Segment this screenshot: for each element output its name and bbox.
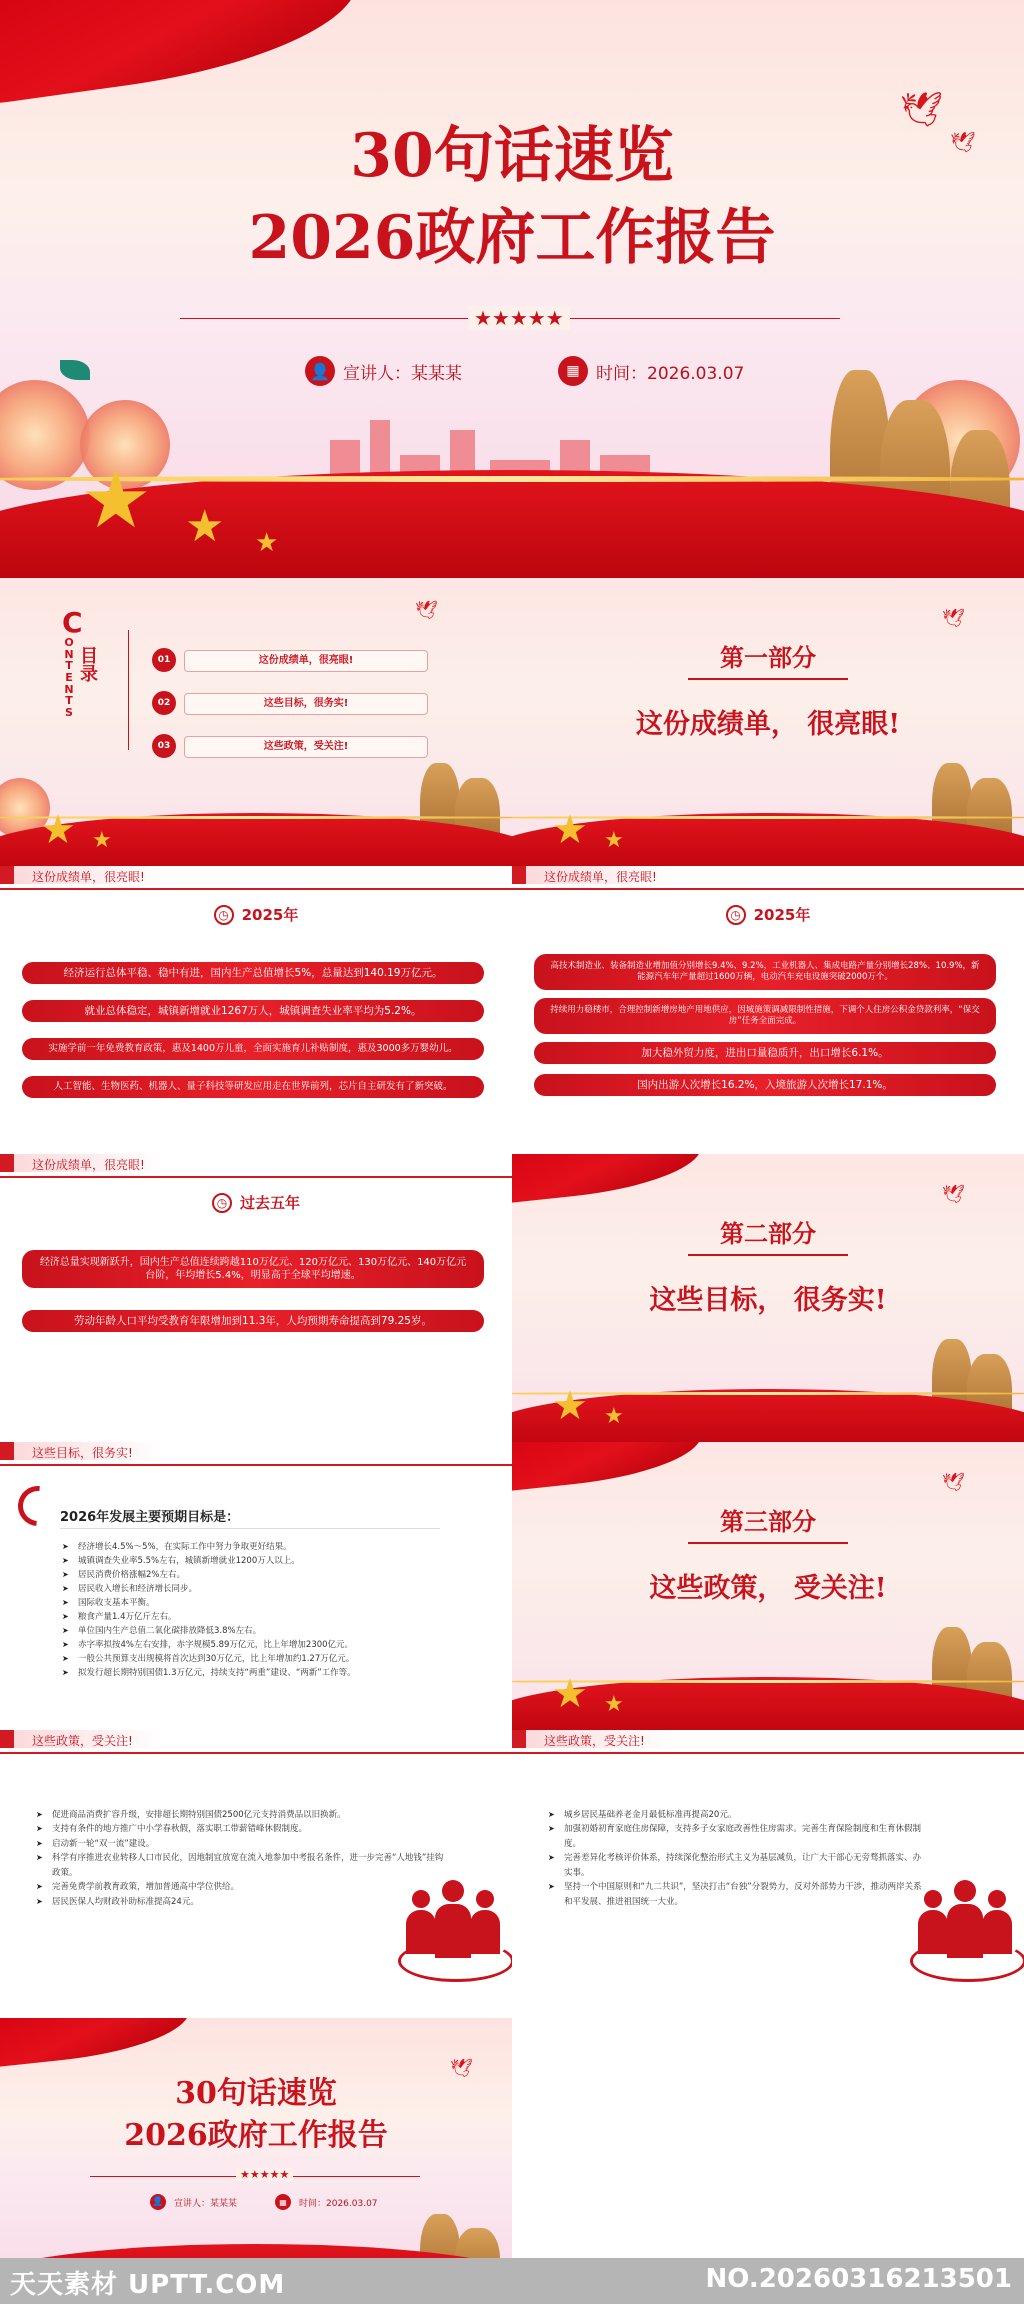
section-slide-part2 [512,1154,1024,1442]
person-head [412,1890,430,1908]
section-slide-part1 [512,578,1024,866]
list-item: ➤ 粮食产量1.4万亿斤左右。 [62,1610,482,1624]
item-number-badge: 01 [152,648,176,672]
divider-stars: ★★★★★ [468,306,570,330]
time-line [558,356,744,386]
red-wave [0,470,1024,578]
targets-heading: 2026年发展主要预期目标是： [60,1510,240,1525]
time-line [275,2194,378,2210]
en-letter: E [65,671,73,685]
list-item: ➤ 国际收支基本平衡。 [62,1596,482,1610]
people-group-icon [398,1870,508,1980]
red-flag-decoration [0,2018,193,2069]
part-label: 第一部分 [720,643,816,672]
person-icon: 👤 [305,356,335,386]
list-item: ➤ 城镇调查失业率5.5%左右，城镇新增就业1200万人以上。 [62,1554,482,1568]
cover-title-line2: 2026政府工作报告 [248,203,776,273]
part-title: 这些政策， 受关注! [649,1573,887,1604]
year-heading [0,1192,512,1213]
watermark-left: 天天素材 UPTT.COM [10,2270,286,2300]
list-item: ➤ 经济增长4.5%～5%，在实际工作中努力争取更好结果。 [62,1540,482,1554]
policies-slide-b [512,1730,1024,2018]
dove-icon: 🕊 [900,90,944,130]
achievement-pill: 持续用力稳楼市，合理控制新增房地产用地供应，因城施策调减限制性措施，下调个人住房公积金贷款利率，“保交房”任务全面完成。 [534,998,996,1034]
gold-ribbon [0,476,1024,482]
person-icon: 👤 [150,2194,166,2210]
year-text: 2025年 [241,906,299,924]
speaker-text: 宣讲人：某某某 [174,2198,238,2209]
list-item: ➤ 单位国内生产总值二氧化碳排放降低3.8%左右。 [62,1624,482,1638]
dove-icon: 🕊 [942,608,965,629]
person-head [954,1880,976,1902]
cover-slide [0,0,1024,578]
targets-list [62,1540,482,1680]
achievements-2025-slide-b [512,866,1024,1155]
part-rule [688,1254,848,1256]
dove-icon: 🕊 [415,600,438,621]
list-item: ➤ 拟发行超长期特别国债1.3万亿元，持续支持“两重”建设、“两新”工作等。 [62,1666,482,1680]
gold-star: ★ [40,807,76,853]
dove-icon: 🕊 [942,1472,965,1493]
list-item: ➤ 居民医保人均财政补助标准提高24元。 [36,1895,446,1909]
targets-underline [60,1528,440,1529]
list-item: ➤ 居民收入增长和经济增长同步。 [62,1582,482,1596]
time-text: 时间：2026.03.07 [299,2198,378,2209]
section-slide-part3 [512,1442,1024,1730]
header-text: 这份成绩单，很亮眼! [32,1158,145,1172]
person-head [442,1880,464,1902]
people-group-icon [910,1870,1020,1980]
en-letter: S [65,705,73,719]
header-text: 这份成绩单，很亮眼! [32,870,145,884]
person-head [988,1890,1006,1908]
dove-icon: 🕊 [450,2058,473,2079]
watermark-right: NO.20260316213501 [705,2264,1012,2294]
contents-title: 目录 [77,646,98,682]
year-heading [0,904,512,925]
contents-item-3[interactable] [152,734,428,758]
ring-arc [910,1940,1024,1982]
gold-star: ★ [604,828,624,853]
clock-icon: ◷ [214,905,234,925]
calendar-icon: ▦ [275,2194,291,2210]
gold-ribbon [512,1392,1024,1395]
achievement-pill: 高技术制造业、装备制造业增加值分别增长9.4%、9.2%，工业机器人、集成电路产量分别增长28%、10.9%，新能源汽车年产量超过1600万辆，电动汽车充电设施突破2000万个。 [534,954,996,990]
gold-star: ★ [80,453,152,546]
list-item: ➤ 加强初婚初育家庭住房保障，支持多子女家庭改善性住房需求。完善生育保险制度和生育休假制度。 [548,1822,928,1851]
policy-list [36,1808,446,1909]
achievement-pill: 劳动年龄人口平均受教育年限增加到11.3年，人均预期寿命提高到79.25岁。 [22,1310,484,1332]
year-text: 过去五年 [239,1194,300,1212]
list-item: ➤ 城乡居民基础养老金月最低标准再提高20元。 [548,1808,928,1822]
gold-star: ★ [552,1383,588,1429]
closing-title-line1: 30句话速览 [175,2076,337,2111]
curved-arrow-icon [10,1478,66,1534]
gold-ribbon [0,816,512,819]
list-item: ➤ 科学有序推进农业转移人口市民化，因地制宜放宽在流入地参加中考报名条件，进一步完善“人地钱”挂钩政策。 [36,1851,446,1880]
part-title: 这份成绩单， 很亮眼! [635,709,901,740]
en-letter: T [65,694,73,708]
year-text: 2025年 [753,906,811,924]
list-item: ➤ 启动新一轮“双一流”建设。 [36,1837,446,1851]
contents-item-label: 这份成绩单，很亮眼! [184,650,428,672]
gold-star: ★ [604,1404,624,1429]
header-text: 这份成绩单，很亮眼! [544,870,657,884]
en-letter: N [64,682,74,696]
list-item: ➤ 一般公共预算支出规模将首次达到30万亿元，比上年增加约1.27万亿元。 [62,1652,482,1666]
achievement-pill: 经济总量实现新跃升，国内生产总值连续跨越110万亿元、120万亿元、130万亿元、140万亿元台阶，年均增长5.4%，明显高于全球平均增速。 [22,1250,484,1288]
achievement-pill: 经济运行总体平稳、稳中有进，国内生产总值增长5%，总量达到140.19万亿元。 [22,962,484,984]
achievement-pill: 就业总体稳定，城镇新增就业1267万人，城镇调查失业率平均为5.2%。 [22,1000,484,1022]
ring-arc [398,1940,512,1982]
list-item: ➤ 赤字率拟按4%左右安排，赤字规模5.89万亿元，比上年增加2300亿元。 [62,1638,482,1652]
list-item: ➤ 促进商品消费扩容升级，安排超长期特别国债2500亿元支持消费品以旧换新。 [36,1808,446,1822]
targets-slide [0,1442,512,1730]
policies-slide-a [0,1730,512,2018]
speaker-line [150,2194,237,2210]
red-flag-decoration [512,1442,705,1493]
gold-star: ★ [255,528,279,558]
peony-decoration [0,380,90,490]
en-letter: O [64,636,74,650]
contents-item-1[interactable] [152,648,428,672]
part-label: 第三部分 [720,1507,816,1536]
speaker-text: 宣讲人：某某某 [343,363,462,384]
calendar-icon: ▦ [558,356,588,386]
list-item: ➤ 完善免费学前教育政策，增加普通高中学位供给。 [36,1880,446,1894]
gold-ribbon [512,816,1024,819]
divider-stars: ★★★★★ [236,2168,293,2181]
watermark-bar [0,2258,1024,2304]
speaker-line [305,356,462,386]
header-text: 这些目标，很务实! [32,1446,133,1460]
dove-icon: 🕊 [942,1184,965,1205]
clock-icon: ◷ [726,905,746,925]
clock-icon: ◷ [212,1193,232,1213]
en-letter: T [65,659,73,673]
part-title: 这些目标， 很务实! [649,1285,887,1316]
red-flag-decoration [512,1154,705,1205]
achievement-pill: 实施学前一年免费教育政策，惠及1400万儿童，全面实施育儿补贴制度，惠及3000多万婴幼儿。 [22,1038,484,1060]
part-rule [688,678,848,680]
header-text: 这些政策，受关注! [32,1734,133,1748]
cover-title-line1: 30句话速览 [350,121,674,191]
part-rule [688,1542,848,1544]
contents-item-2[interactable] [152,691,428,715]
gold-star: ★ [604,1692,624,1717]
contents-item-label: 这些目标，很务实! [184,693,428,715]
person-head [476,1890,494,1908]
achievement-pill: 加大稳外贸力度，进出口量稳质升，出口增长6.1%。 [534,1042,996,1064]
contents-rule [128,630,129,750]
policy-list [548,1808,928,1909]
achievement-pill: 人工智能、生物医药、机器人、量子科技等研发应用走在世界前列，芯片自主研发有了新突破。 [22,1076,484,1098]
list-item: ➤ 支持有条件的地方推广中小学春秋假，落实职工带薪错峰休假制度。 [36,1822,446,1836]
gold-star: ★ [92,828,112,853]
time-text: 时间：2026.03.07 [596,363,745,384]
contents-slide [0,578,512,866]
en-letter: N [64,647,74,661]
list-item: ➤ 完善差异化考核评价体系，持续深化整治形式主义为基层减负，让广大干部心无旁骛抓落实、办实事。 [548,1851,928,1880]
part-label: 第二部分 [720,1219,816,1248]
year-heading [512,904,1024,925]
leaf-decoration [60,360,90,380]
en-letter: C [62,606,83,639]
list-item: ➤ 居民消费价格涨幅2%左右。 [62,1568,482,1582]
header-text: 这些政策，受关注! [544,1734,645,1748]
dove-icon: 🕊 [950,130,976,154]
achievements-2025-slide-a [0,866,512,1155]
list-item: ➤ 坚持一个中国原则和“九二共识”，坚决打击“台独”分裂势力，反对外部势力干涉，推动两岸关系和平发展、推进祖国统一大业。 [548,1880,928,1909]
person-head [924,1890,942,1908]
item-number-badge: 03 [152,734,176,758]
red-flag-decoration [0,0,366,107]
past-five-years-slide [0,1154,512,1442]
gold-star: ★ [552,807,588,853]
gold-star: ★ [552,1671,588,1717]
gold-star: ★ [185,501,225,552]
item-number-badge: 02 [152,691,176,715]
closing-title-line2: 2026政府工作报告 [124,2118,388,2153]
achievement-pill: 国内出游人次增长16.2%，入境旅游人次增长17.1%。 [534,1074,996,1096]
gold-ribbon [512,1680,1024,1683]
contents-item-label: 这些政策，受关注! [184,736,428,758]
